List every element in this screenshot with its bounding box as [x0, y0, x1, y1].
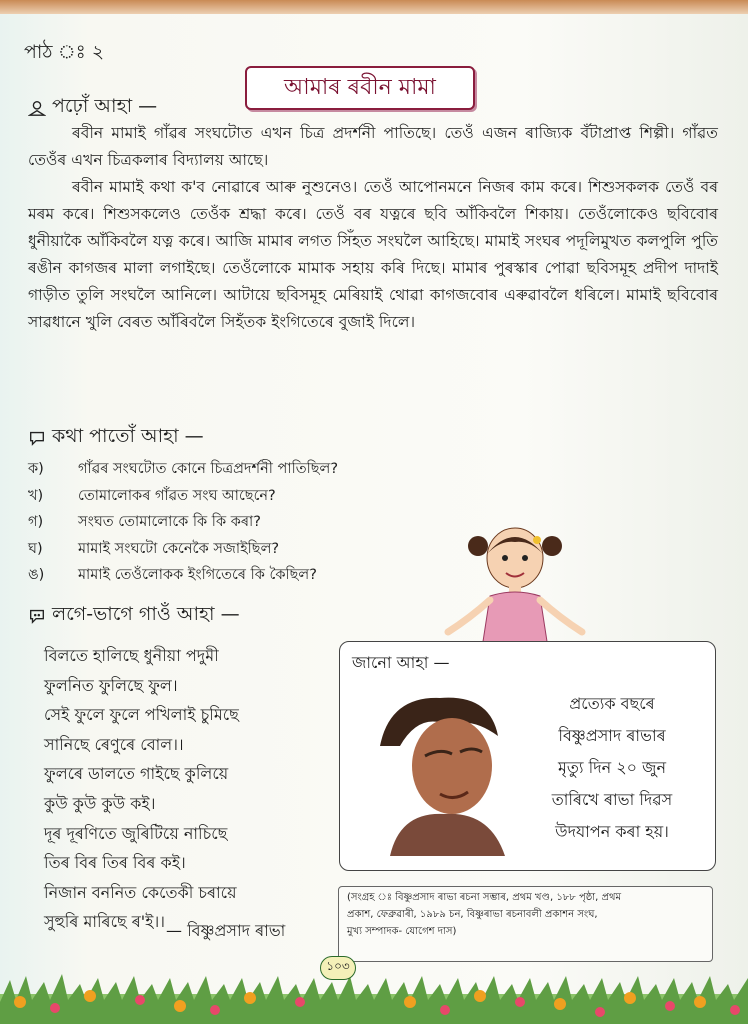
source-citation [338, 886, 713, 962]
grass-flower-border [0, 972, 748, 1024]
question-number: খ) [28, 487, 44, 504]
sing-heading [28, 600, 240, 632]
girl-illustration [440, 518, 590, 648]
know-line: উদযাপন কৰা হয়। [555, 822, 669, 841]
poem-line: সেই ফুলে ফুলে পখিলাই চুমিছে [44, 705, 239, 725]
know-line: বিষ্ণুপ্ৰসাদ ৰাভাৰ [558, 726, 666, 745]
poem-line: বিলতে হালিছে ধুনীয়া পদুমী [44, 646, 219, 665]
paragraph-2: ৰবীন মামাই কথা ক'ব নোৱাৰে আৰু নুশুনেও। তেওঁ আপোনমনে নিজৰ কাম কৰে। শিশুসকলক তেওঁ বৰ মৰম কৰে। শিশুসকলেও তেওঁক শ্ৰদ্ধা কৰে। তেওঁ বৰ যত্নৰে ছবি আঁকিবলৈ শিকায়। তেওঁলোকেও ছবিবোৰ ধুনীয়াকৈ আঁকিবলৈ যত্ন কৰে। আজি মামাৰ লগত সিঁহত সংঘলৈ আহিছে। মামাই সংঘৰ পদূলিমুখত কলপুলি পুতি ৰঙীন কাগজৰ মালা লগাইছে। তেওঁলোকে মামাক সহায় কৰি দিছে। মামাৰ পুৰস্কাৰ পোৱা ছবিসমূহ প্ৰদীপ দাদাই গাড়ীত তুলি সংঘলৈ আনিলে। আটায়ে ছবিসমূহ মেৰিয়াই থোৱা কাগজবোৰ এৰুৱাবলৈ ধৰিলে। মামাই ছবিবোৰ সাৱধানে খুলি বেৰত আঁৰিবলৈ সিহঁতক ইংগিতেৰে বুজাই দিলে। [28, 178, 718, 331]
question-item [28, 511, 428, 538]
poem-line: নিজান বননিত কেতেকী চৰায়ে [44, 882, 237, 902]
poem-author: — বিষ্ণুপ্ৰসাদ ৰাভা [166, 921, 286, 940]
read-heading-label: পঢ়োঁ আহা — [52, 95, 158, 117]
citation-line: (সংগ্ৰহ ঃ বিষ্ণুপ্ৰসাদ ৰাভা ৰচনা সম্ভাৰ, প্ৰথম খণ্ড, ১৮৮ পৃষ্ঠা, প্ৰথম [347, 892, 622, 903]
paragraph-1: ৰবীন মামাই গাঁৱৰ সংঘটোত এখন চিত্ৰ প্ৰদৰ্শনী পাতিছে। তেওঁ এজন ৰাজ্যিক বঁটাপ্ৰাপ্ত শিল্পী। গাঁৱত তেওঁৰ এখন চিত্ৰকলাৰ বিদ্যালয় আছে। [28, 124, 718, 169]
talk-icon [28, 429, 46, 447]
question-number: ঙ) [28, 567, 45, 583]
poem-line: ফুলনিত ফুলিছে ফুল। [44, 675, 178, 695]
question-number: গ) [28, 514, 44, 530]
question-item [28, 485, 428, 512]
know-line: মৃত্যু দিন ২০ জুন [558, 758, 666, 777]
poem-line: কুউ কুউ কুউ কই। [44, 793, 156, 813]
question-text: সংঘত তোমালোকে কি কি কৰা? [78, 514, 261, 530]
page-number: ১০৩ [320, 956, 356, 980]
question-item [28, 458, 428, 485]
question-text: মামাই সংঘটো কেনেকৈ সজাইছিল? [78, 540, 280, 557]
talk-heading-label: কথা পাতোঁ আহা — [52, 425, 204, 447]
read-passage [28, 120, 718, 336]
portrait-photo [370, 686, 520, 856]
poem-line: সানিছে ৰেণুৰে বোল।। [44, 734, 184, 754]
question-text: মামাই তেওঁলোকক ইংগিতেৰে কি কৈছিল? [78, 567, 317, 583]
question-number: ঘ) [28, 540, 43, 557]
poem-line: দূৰ দূৰণিতে জুৰিটিয়ে নাচিছে [44, 823, 228, 843]
poem-line: ফুলৰে ডালতে গাইছে কুলিয়ে [44, 764, 229, 784]
know-heading: জানো আহা — [352, 653, 450, 672]
question-text: গাঁৱৰ সংঘটোত কোনে চিত্ৰপ্ৰদৰ্শনী পাতিছিল? [78, 461, 339, 477]
question-list [28, 458, 428, 591]
know-line: তাৰিখে ৰাভা দিৱস [551, 790, 673, 809]
poem-line: সুহুৰি মাৰিছে ৰ'ই।। [44, 912, 165, 932]
lesson-title: আমাৰ ৰবীন মামা [245, 66, 475, 110]
citation-line: মুখ্য সম্পাদক- যোগেশ দাস) [347, 926, 457, 937]
poem [44, 641, 239, 937]
sing-heading-label: লগে-ভাগে গাওঁ আহা — [52, 603, 240, 625]
talk-heading [28, 422, 204, 454]
know-box [339, 641, 716, 871]
question-text: তোমালোকৰ গাঁৱত সংঘ আছেনে? [78, 487, 276, 504]
question-item [28, 564, 428, 591]
lesson-number: পাঠ ঃ ২ [24, 41, 105, 63]
know-text [522, 688, 702, 848]
question-number: ক) [28, 461, 44, 477]
know-line: প্ৰত্যেক বছৰে [569, 694, 655, 713]
reading-icon [28, 99, 46, 117]
poem-line: তিৰ বিৰ তিৰ বিৰ কই। [44, 853, 186, 873]
sing-icon [28, 607, 46, 625]
citation-line: প্ৰকাশ, ফেব্ৰুৱাৰী, ১৯৮৯ চন, বিষ্ণুৰাভা ৰচনাবলী প্ৰকাশন সংঘ, [347, 909, 598, 920]
question-item [28, 538, 428, 565]
